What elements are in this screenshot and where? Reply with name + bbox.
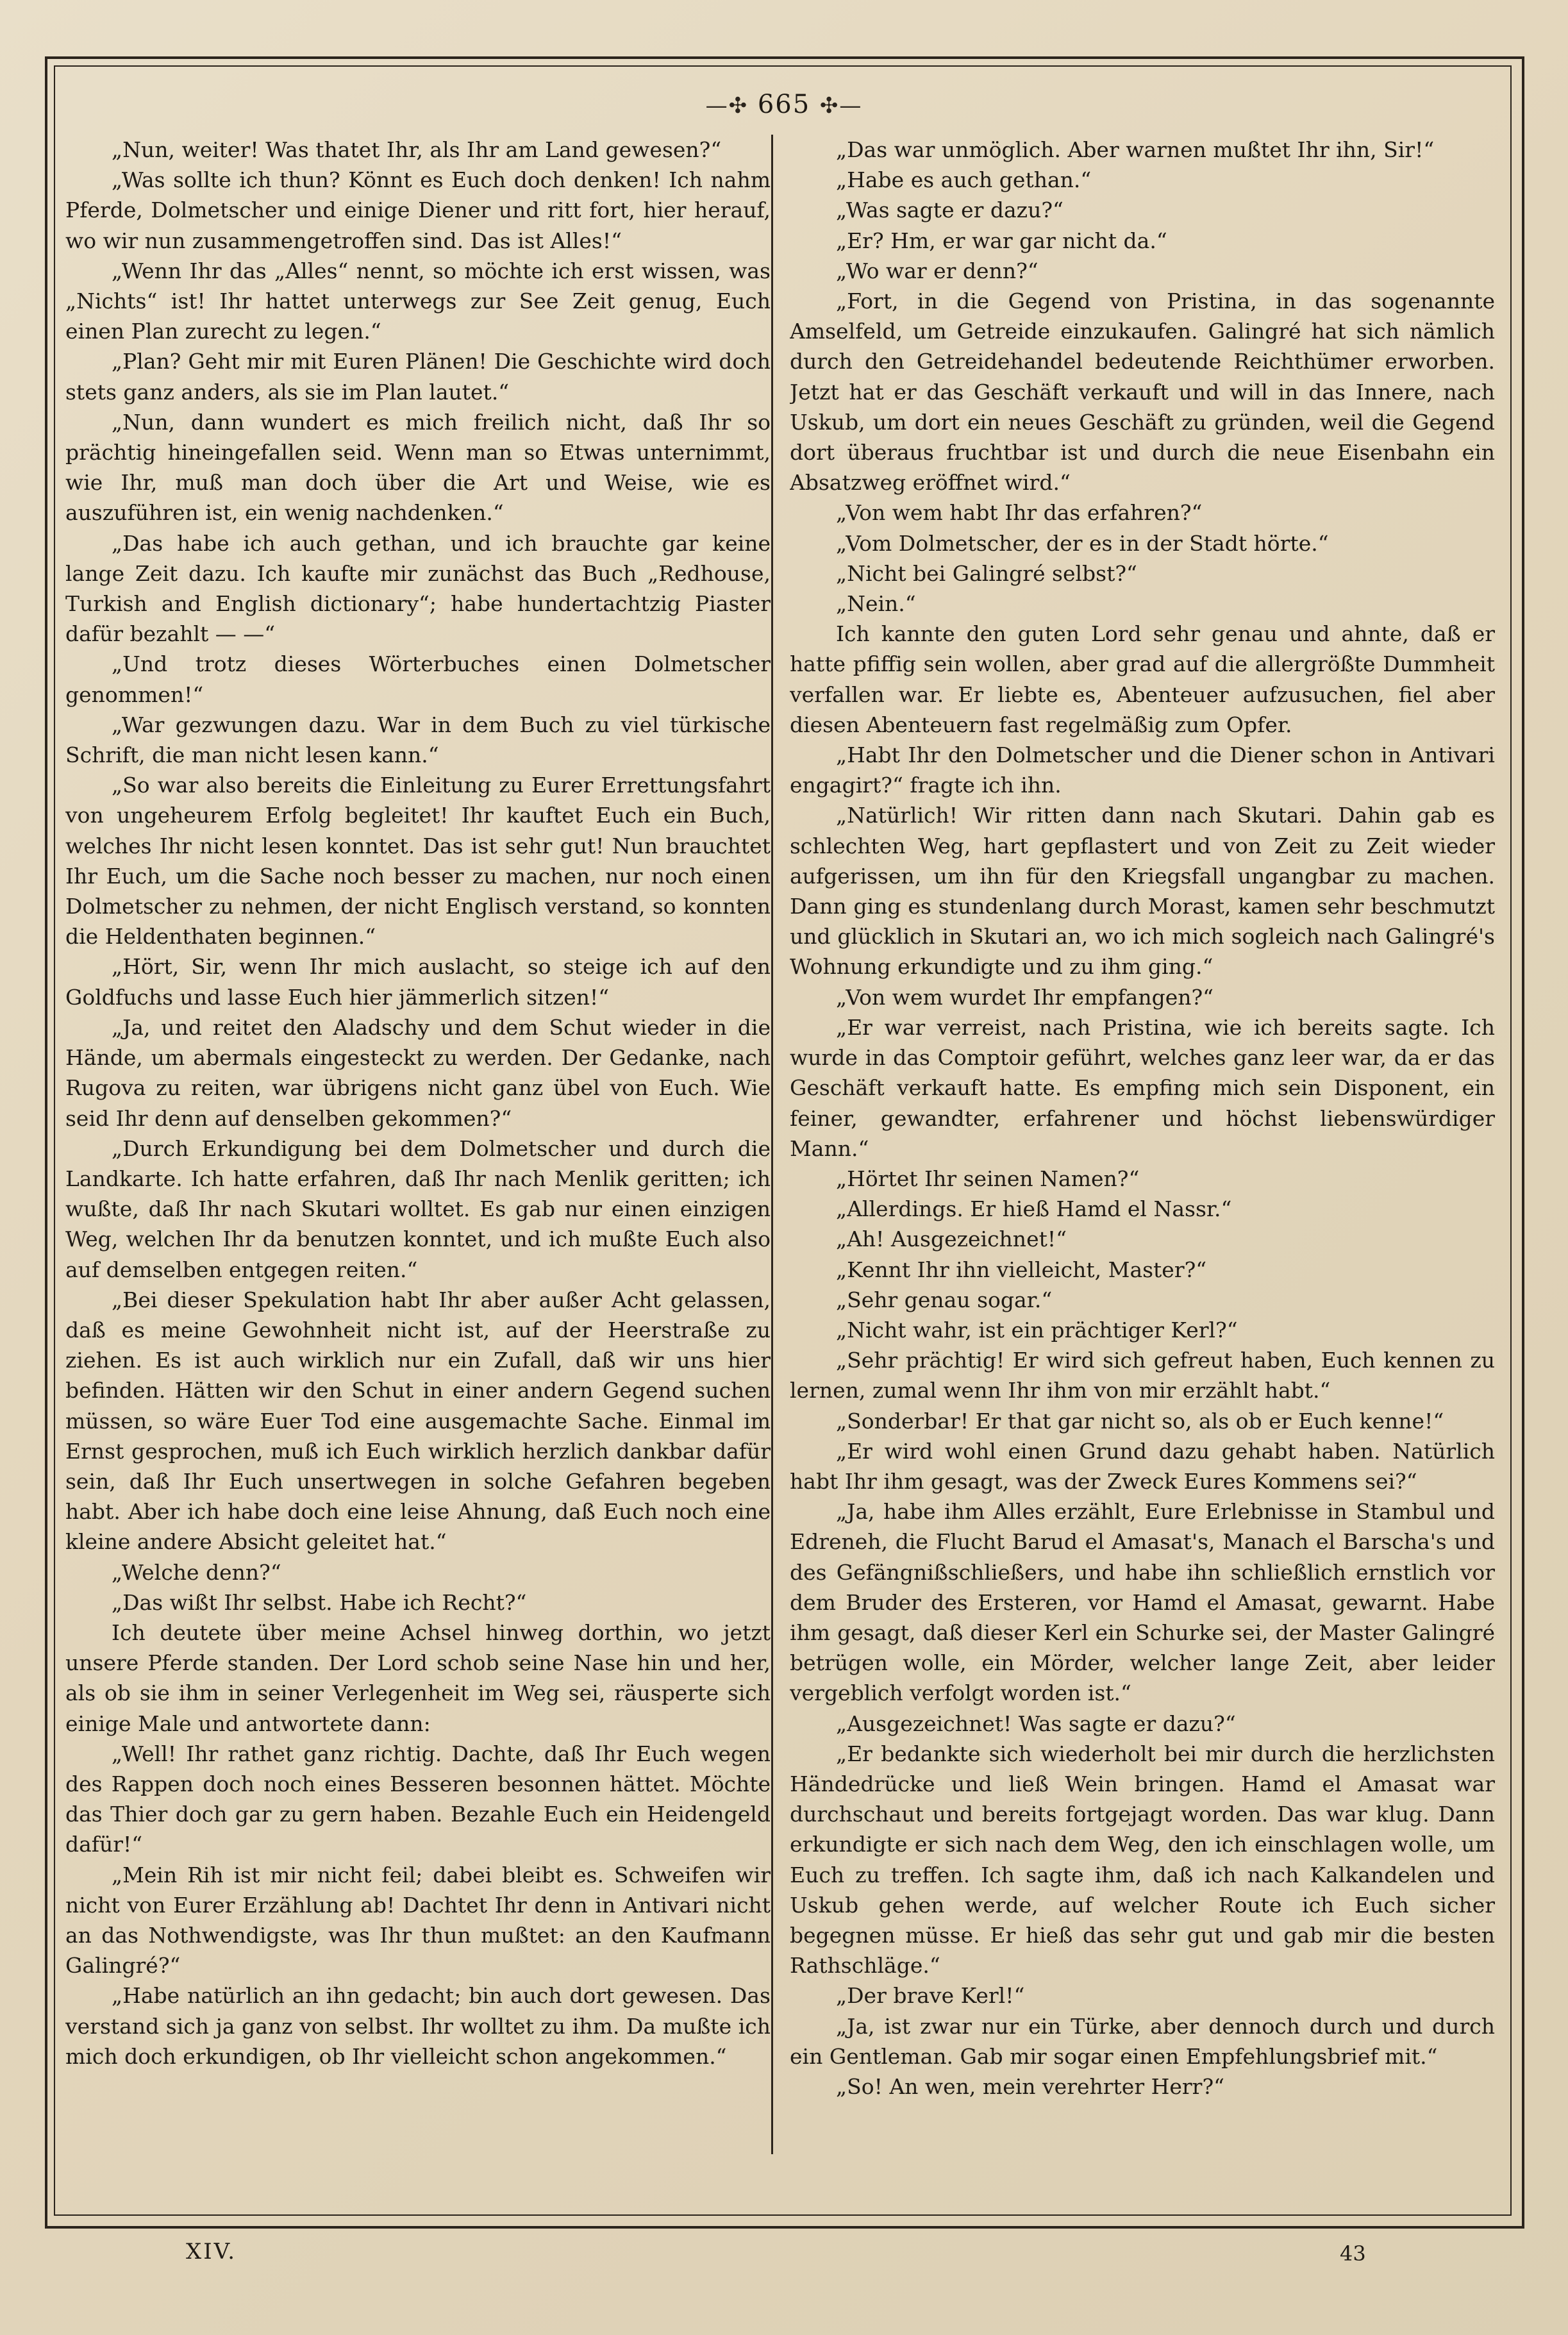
paragraph: „Welche denn?“ bbox=[112, 1559, 281, 1585]
paragraph: „Vom Dolmetscher, der es in der Stadt hörte.“ bbox=[836, 530, 1329, 556]
paragraph: „Er? Hm, er war gar nicht da.“ bbox=[836, 228, 1167, 253]
paragraph: „Habe es auch gethan.“ bbox=[836, 167, 1092, 193]
paragraph: „Nun, weiter! Was thatet Ihr, als Ihr am Land gewesen?“ bbox=[112, 137, 722, 162]
paragraph: „Und trotz dieses Wörterbuches einen Dolmetscher genommen!“ bbox=[65, 651, 771, 707]
paragraph: „Durch Erkundigung bei dem Dolmetscher und durch die Landkarte. Ich hatte erfahren, daß Ihr nach Menlik geritten; ich wußte, daß Ihr nach Skutari wolltet. Es gab nur einen einzigen Weg, welchen Ihr da benutzen konntet, und ich mußte Euch also auf demselben entgegen reiten.“ bbox=[65, 1135, 771, 1282]
paragraph: „Nein.“ bbox=[836, 591, 916, 617]
paragraph: „Das war unmöglich. Aber warnen mußtet Ihr ihn, Sir!“ bbox=[836, 137, 1435, 162]
paragraph: „Der brave Kerl!“ bbox=[836, 1983, 1025, 2009]
paragraph: „Wenn Ihr das „Alles“ nennt, so möchte ich erst wissen, was „Nichts“ ist! Ihr hattet unterwegs zur See Zeit genug, Euch einen Plan zurecht zu legen.“ bbox=[65, 258, 771, 344]
paragraph: „Mein Rih ist mir nicht feil; dabei bleibt es. Schweifen wir nicht von Eurer Erzählung ab! Dachtet Ihr denn in Antivari nicht an das Nothwendigste, was Ihr thun mußtet: an den Kaufmann Galingré?“ bbox=[65, 1862, 771, 1979]
paragraph: „Wo war er denn?“ bbox=[836, 258, 1038, 283]
paragraph: „Er war verreist, nach Pristina, wie ich bereits sagte. Ich wurde in das Comptoir geführt, welches ganz leer war, da er das Geschäft verkauft hatte. Es empfing mich sein Disponent, ein feiner, gewandter, erfahrener und höchst liebenswürdiger Mann.“ bbox=[790, 1014, 1495, 1161]
paragraph: „Das habe ich auch gethan, und ich brauchte gar keine lange Zeit dazu. Ich kaufte mir zunächst das Buch „Redhouse, Turkish and English dictionary“; habe hundertachtzig Piaster dafür bezahlt — —“ bbox=[65, 530, 771, 647]
paragraph: „Was sagte er dazu?“ bbox=[836, 197, 1063, 223]
sheet-number: 43 bbox=[1340, 2241, 1366, 2266]
page-number: 665 bbox=[757, 90, 811, 119]
page-header bbox=[0, 90, 1568, 119]
signature-mark: XIV. bbox=[186, 2239, 237, 2264]
paragraph: „So! An wen, mein verehrter Herr?“ bbox=[836, 2074, 1225, 2099]
paragraph: „Habt Ihr den Dolmetscher und die Diener schon in Antivari engagirt?“ fragte ich ihn. bbox=[790, 742, 1495, 798]
paragraph: „Sonderbar! Er that gar nicht so, als ob er Euch kenne!“ bbox=[836, 1408, 1444, 1434]
paragraph: „Nicht wahr, ist ein prächtiger Kerl?“ bbox=[836, 1317, 1238, 1343]
paragraph: „Hörtet Ihr seinen Namen?“ bbox=[836, 1166, 1140, 1191]
ornament-right-icon: ✣— bbox=[819, 93, 863, 119]
paragraph: „Ja, habe ihm Alles erzählt, Eure Erlebnisse in Stambul und Edreneh, die Flucht Barud el Amasat's, Manach el Barscha's und des Gefängnißschließers, und habe ihn schließlich ernstlich vor dem Bruder des Ersteren, vor Hamd el Amasat, gewarnt. Habe ihm gesagt, daß dieser Kerl ein Schurke sei, der Master Galingré betrügen wolle, ein Mörder, welcher lange Zeit, aber leider vergeblich verfolgt worden ist.“ bbox=[790, 1499, 1495, 1706]
paragraph: „Fort, in die Gegend von Pristina, in das sogenannte Amselfeld, um Getreide einzukaufen. Galingré hat sich nämlich durch den Getreidehandel bedeutende Reichthümer erworben. Jetzt hat er das Geschäft verkauft und will in das Innere, nach Uskub, um dort ein neues Geschäft zu gründen, weil die Gegend dort überaus fruchtbar ist und durch die neue Eisenbahn ein Absatzweg eröffnet wird.“ bbox=[790, 289, 1495, 496]
paragraph: „Well! Ihr rathet ganz richtig. Dachte, daß Ihr Euch wegen des Rappen doch noch eines Besseren besonnen hättet. Möchte das Thier doch gar zu gern haben. Bezahle Euch ein Heidengeld dafür!“ bbox=[65, 1741, 771, 1857]
ornament-left-icon: —✣ bbox=[705, 93, 749, 119]
paragraph: „Hört, Sir, wenn Ihr mich auslacht, so steige ich auf den Goldfuchs und lasse Euch hier jämmerlich sitzen!“ bbox=[65, 954, 771, 1010]
paragraph: „Sehr prächtig! Er wird sich gefreut haben, Euch kennen zu lernen, zumal wenn Ihr ihm von mir erzählt habt.“ bbox=[790, 1348, 1495, 1403]
paragraph: „Ja, ist zwar nur ein Türke, aber dennoch durch und durch ein Gentleman. Gab mir sogar einen Empfehlungsbrief mit.“ bbox=[790, 2013, 1495, 2069]
paragraph: „Er bedankte sich wiederholt bei mir durch die herzlichsten Händedrücke und ließ Wein bringen. Hamd el Amasat war durchschaut und bereits fortgejagt worden. Das war klug. Dann erkundigte er sich nach dem Weg, den ich einschlagen wolle, um Euch zu treffen. Ich sagte ihm, daß ich nach Kalkandelen und Uskub gehen werde, auf welcher Route ich Euch sicher begegnen müsse. Er hieß das sehr gut und gab mir die besten Rathschläge.“ bbox=[790, 1741, 1495, 1979]
paragraph: „Ah! Ausgezeichnet!“ bbox=[836, 1226, 1067, 1252]
paragraph: „Allerdings. Er hieß Hamd el Nassr.“ bbox=[836, 1196, 1232, 1222]
paragraph: „Das wißt Ihr selbst. Habe ich Recht?“ bbox=[112, 1589, 527, 1615]
left-column bbox=[65, 135, 771, 2167]
column-divider bbox=[771, 135, 773, 2154]
paragraph: „Kennt Ihr ihn vielleicht, Master?“ bbox=[836, 1257, 1207, 1282]
paragraph: „Nun, dann wundert es mich freilich nicht, daß Ihr so prächtig hineingefallen seid. Wenn man so Etwas unternimmt, wie Ihr, muß man doch über die Art und Weise, wie es auszuführen ist, ein wenig nachdenken.“ bbox=[65, 409, 771, 526]
paragraph: „Nicht bei Galingré selbst?“ bbox=[836, 560, 1137, 586]
paragraph: „Habe natürlich an ihn gedacht; bin auch dort gewesen. Das verstand sich ja ganz von selbst. Ihr wolltet zu ihm. Da mußte ich mich doch erkundigen, ob Ihr vielleicht schon angekommen.“ bbox=[65, 1983, 771, 2069]
paragraph: „Bei dieser Spekulation habt Ihr aber außer Acht gelassen, daß es meine Gewohnheit nicht ist, auf der Heerstraße zu ziehen. Es ist auch wirklich nur ein Zufall, daß wir uns hier befinden. Hätten wir den Schut in einer andern Gegend suchen müssen, so wäre Euer Tod eine ausgemachte Sache. Einmal im Ernst gesprochen, muß ich Euch wirklich herzlich dankbar dafür sein, daß Ihr Euch unsertwegen in solche Gefahren begeben habt. Aber ich habe doch eine leise Ahnung, daß Euch noch eine kleine andere Absicht geleitet hat.“ bbox=[65, 1287, 771, 1555]
paragraph: „War gezwungen dazu. War in dem Buch zu viel türkische Schrift, die man nicht lesen kann.“ bbox=[65, 712, 771, 768]
paragraph: Ich deutete über meine Achsel hinweg dorthin, wo jetzt unsere Pferde standen. Der Lord schob seine Nase hin und her, als ob sie ihm in seiner Verlegenheit im Weg sei, räusperte sich einige Male und antwortete dann: bbox=[65, 1619, 771, 1736]
paragraph: „Sehr genau sogar.“ bbox=[836, 1287, 1053, 1312]
paragraph: „Von wem wurdet Ihr empfangen?“ bbox=[836, 984, 1214, 1010]
paragraph: „Ausgezeichnet! Was sagte er dazu?“ bbox=[836, 1711, 1236, 1736]
paragraph: „Natürlich! Wir ritten dann nach Skutari. Dahin gab es schlechten Weg, hart gepflastert und von Zeit zu Zeit wieder aufgerissen, um ihn für den Kriegsfall ungangbar zu machen. Dann ging es stundenlang durch Morast, kamen sehr beschmutzt und glücklich in Skutari an, wo ich mich sogleich nach Galingré's Wohnung erkundigte und zu ihm ging.“ bbox=[790, 803, 1495, 980]
paragraph: „Ja, und reitet den Aladschy und dem Schut wieder in die Hände, um abermals eingesteckt zu werden. Der Gedanke, nach Rugova zu reiten, war übrigens nicht ganz übel von Euch. Wie seid Ihr denn auf denselben gekommen?“ bbox=[65, 1014, 771, 1131]
paragraph: „Was sollte ich thun? Könnt es Euch doch denken! Ich nahm Pferde, Dolmetscher und einige Diener und ritt fort, hier herauf, wo wir nun zusammengetroffen sind. Das ist Alles!“ bbox=[65, 167, 771, 253]
paragraph: „So war also bereits die Einleitung zu Eurer Errettungsfahrt von ungeheurem Erfolg begleitet! Ihr kauftet Euch ein Buch, welches Ihr nicht lesen konntet. Das ist sehr gut! Nun brauchtet Ihr Euch, um die Sache noch besser zu machen, nur noch einen Dolmetscher zu nehmen, der nicht Englisch verstand, so konnten die Heldenthaten beginnen.“ bbox=[65, 773, 771, 950]
paragraph: „Plan? Geht mir mit Euren Plänen! Die Geschichte wird doch stets ganz anders, als sie im Plan lautet.“ bbox=[65, 349, 771, 405]
paragraph: Ich kannte den guten Lord sehr genau und ahnte, daß er hatte pfiffig sein wollen, aber grad auf die allergrößte Dummheit verfallen war. Er liebte es, Abenteuer aufzusuchen, fiel aber diesen Abenteuern fast regelmäßig zum Opfer. bbox=[790, 621, 1495, 737]
paragraph: „Er wird wohl einen Grund dazu gehabt haben. Natürlich habt Ihr ihm gesagt, was der Zweck Eures Kommens sei?“ bbox=[790, 1438, 1495, 1494]
paragraph: „Von wem habt Ihr das erfahren?“ bbox=[836, 500, 1203, 526]
right-column bbox=[790, 135, 1495, 2167]
